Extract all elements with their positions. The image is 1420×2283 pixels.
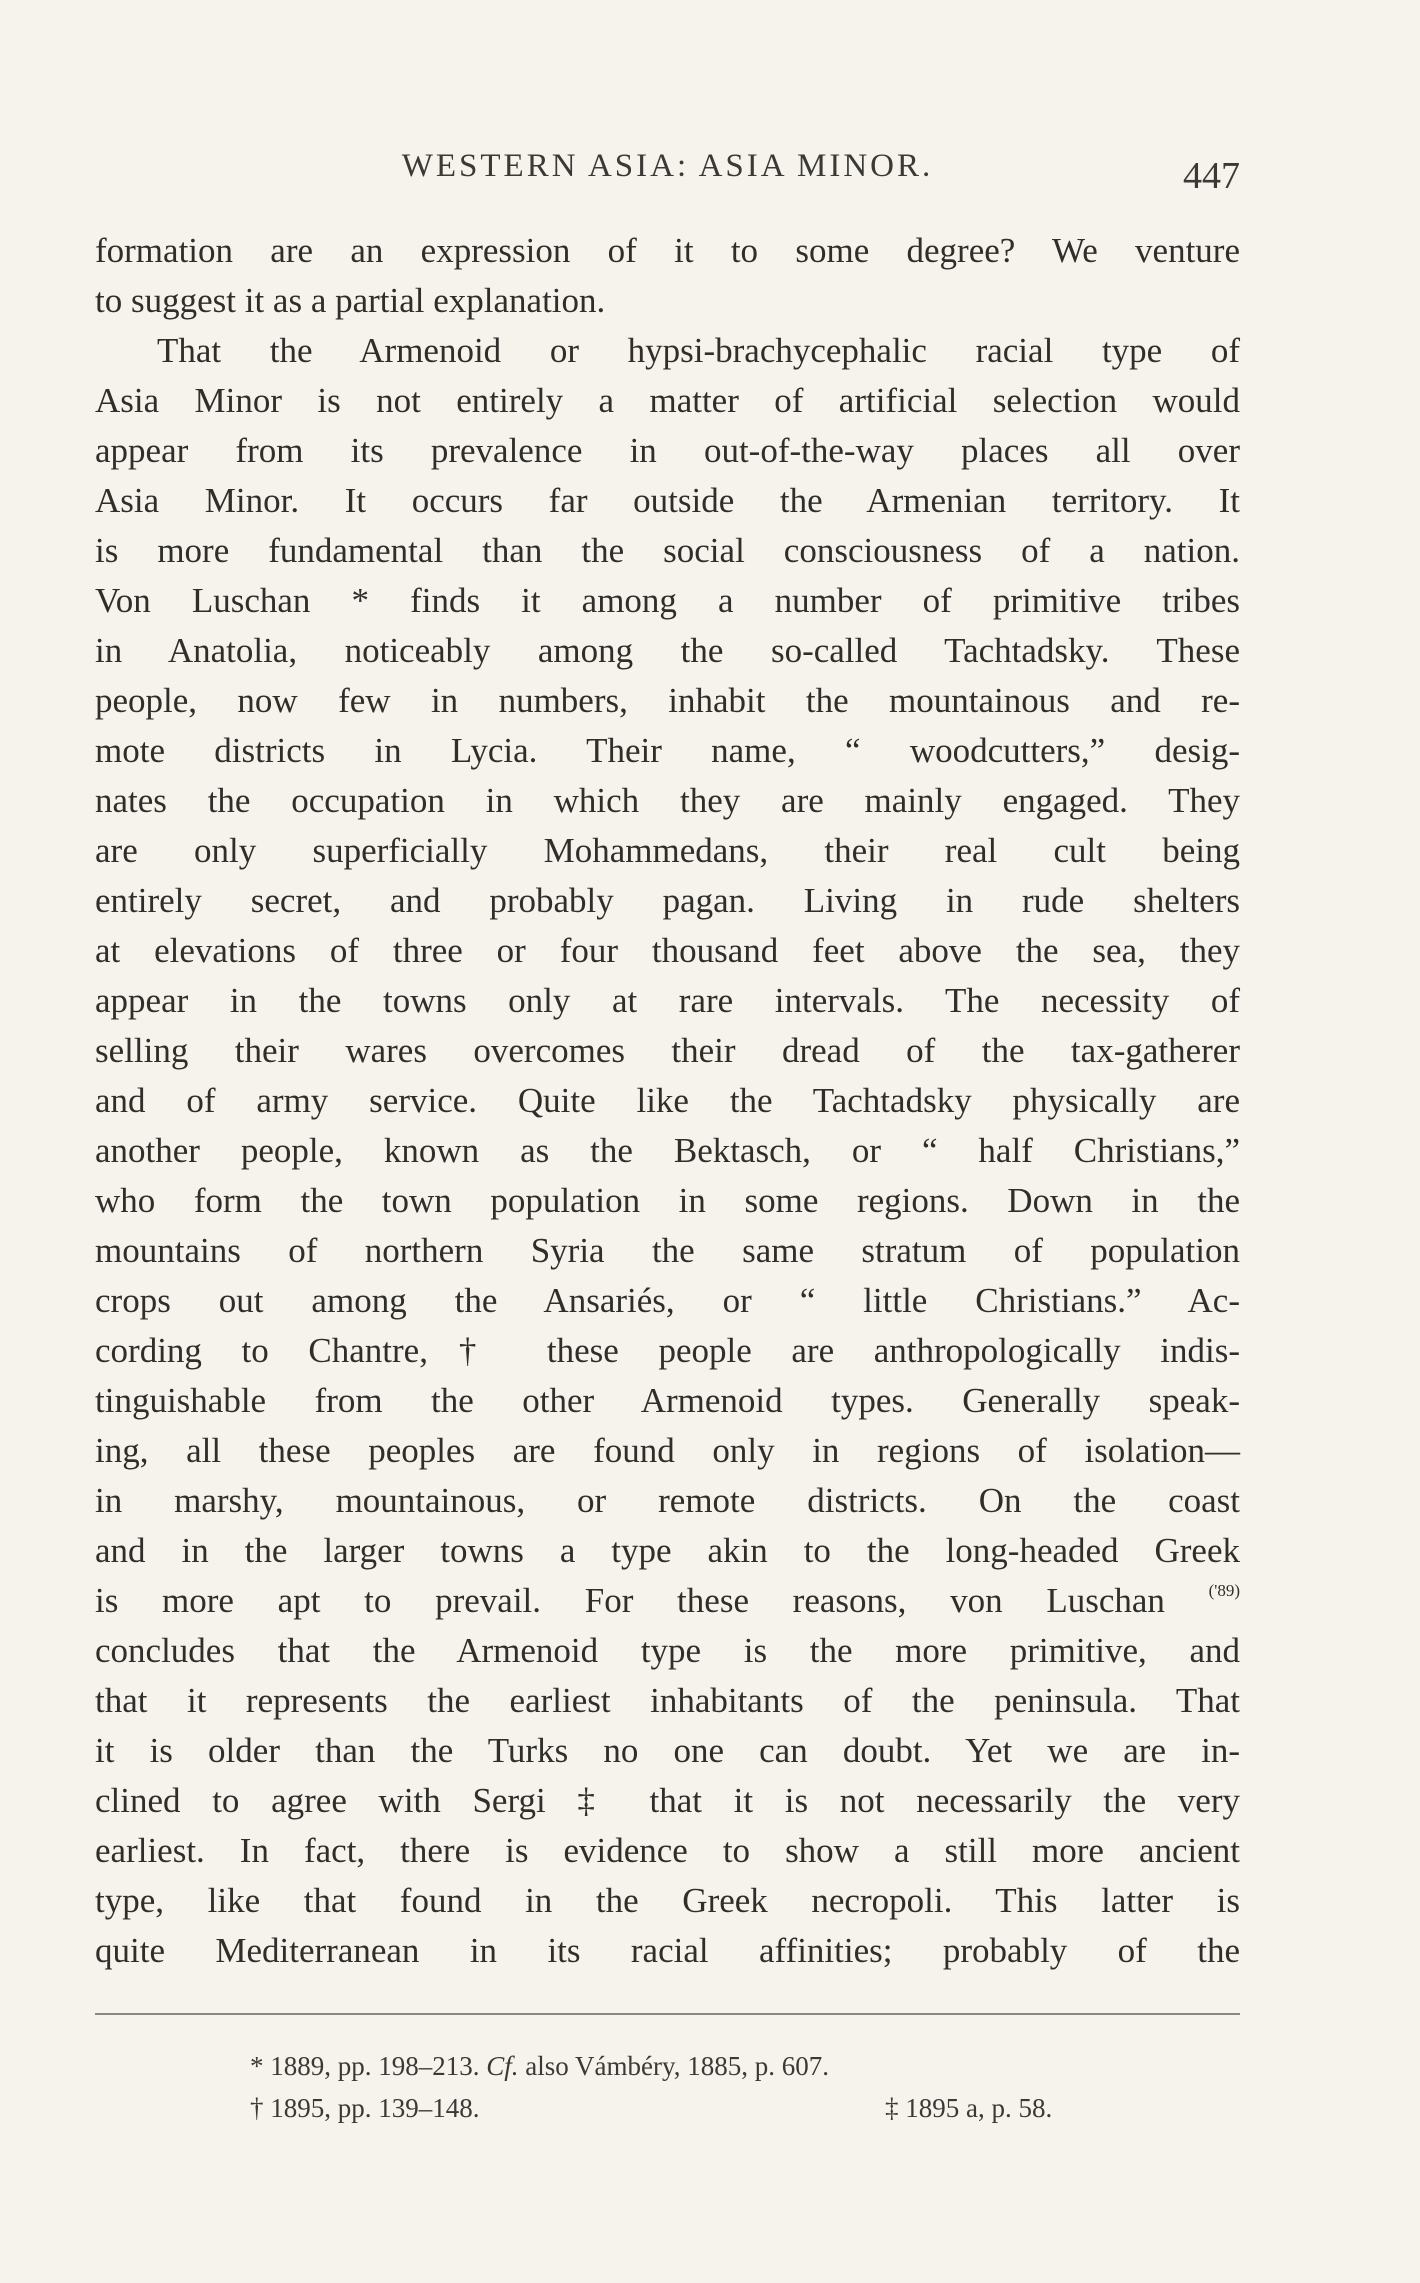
body-text: [95, 226, 1240, 1976]
text-line: to suggest it as a partial explanation.: [95, 281, 606, 320]
footnote-double-dagger: ‡ 1895 a, p. 58.: [885, 2093, 1053, 2123]
running-title: WESTERN ASIA: ASIA MINOR.: [401, 148, 934, 184]
text-line: crops out among the Ansariés, or “ little Christians.” Ac-: [95, 1281, 1240, 1320]
text-line: and in the larger towns a type akin to the long-headed Greek: [95, 1531, 1240, 1570]
text-line: That the Armenoid or hypsi-brachycephalic racial type of: [157, 331, 1240, 370]
citation-superscript: ('89): [1208, 1581, 1241, 1600]
text-line: Asia Minor is not entirely a matter of artificial selection would: [95, 381, 1240, 420]
text-line: in marshy, mountainous, or remote districts. On the coast: [95, 1481, 1240, 1520]
text-line: entirely secret, and probably pagan. Living in rude shelters: [95, 881, 1240, 920]
footnote-dagger: † 1895, pp. 139–148.: [250, 2093, 480, 2123]
footnotes: [250, 2045, 1130, 2129]
text-line: tinguishable from the other Armenoid types. Generally speak-: [95, 1381, 1240, 1420]
text-line: concludes that the Armenoid type is the more primitive, and: [95, 1631, 1240, 1670]
text-line: ing, all these peoples are found only in regions of isolation—: [95, 1431, 1240, 1470]
text-line: at elevations of three or four thousand feet above the sea, they: [95, 931, 1240, 970]
footnote-divider: [95, 2013, 1240, 2015]
text-line: another people, known as the Bektasch, or “ half Christians,”: [95, 1131, 1240, 1170]
footnote-star-end: also Vámbéry, 1885, p. 607.: [525, 2051, 829, 2081]
text-line: quite Mediterranean in its racial affinities; probably of the: [95, 1931, 1240, 1970]
footnote-cf: Cf.: [486, 2051, 519, 2081]
text-line: type, like that found in the Greek necropoli. This latter is: [95, 1881, 1240, 1920]
text-line: mountains of northern Syria the same stratum of population: [95, 1231, 1240, 1270]
text-line: formation are an expression of it to some degree? We venture: [95, 231, 1240, 270]
text-line-with-ref: [95, 1576, 1240, 1626]
footnote-line-1: [250, 2045, 1130, 2087]
text-line: Von Luschan * finds it among a number of primitive tribes: [95, 581, 1240, 620]
footnote-line-2: [250, 2087, 1130, 2129]
text-line: that it represents the earliest inhabitants of the peninsula. That: [95, 1681, 1240, 1720]
text-line: Asia Minor. It occurs far outside the Armenian territory. It: [95, 481, 1240, 520]
text-line: selling their wares overcomes their dread of the tax-gatherer: [95, 1031, 1240, 1070]
text-line: people, now few in numbers, inhabit the mountainous and re-: [95, 681, 1240, 720]
text-line: cording to Chantre,† these people are anthropologically indis-: [95, 1331, 1240, 1370]
running-head: [95, 138, 1240, 198]
text-line: appear in the towns only at rare intervals. The necessity of: [95, 981, 1240, 1020]
text-line: earliest. In fact, there is evidence to show a still more ancient: [95, 1831, 1240, 1870]
text-line: mote districts in Lycia. Their name, “ woodcutters,” desig-: [95, 731, 1240, 770]
footnote-star: * 1889, pp. 198–213.: [250, 2051, 480, 2081]
text-line: are only superficially Mohammedans, their real cult being: [95, 831, 1240, 870]
text-line-content: is more apt to prevail. For these reasons, von Luschan: [95, 1581, 1165, 1620]
page-number: 447: [1183, 155, 1240, 197]
text-line: and of army service. Quite like the Tachtadsky physically are: [95, 1081, 1240, 1120]
text-line: nates the occupation in which they are mainly engaged. They: [95, 781, 1240, 820]
text-line: clined to agree with Sergi ‡ that it is not necessarily the very: [95, 1781, 1240, 1820]
text-line: appear from its prevalence in out-of-the-way places all over: [95, 431, 1240, 470]
text-line: in Anatolia, noticeably among the so-called Tachtadsky. These: [95, 631, 1240, 670]
text-line: it is older than the Turks no one can doubt. Yet we are in-: [95, 1731, 1240, 1770]
text-line: is more fundamental than the social consciousness of a nation.: [95, 531, 1240, 570]
text-line: who form the town population in some regions. Down in the: [95, 1181, 1240, 1220]
